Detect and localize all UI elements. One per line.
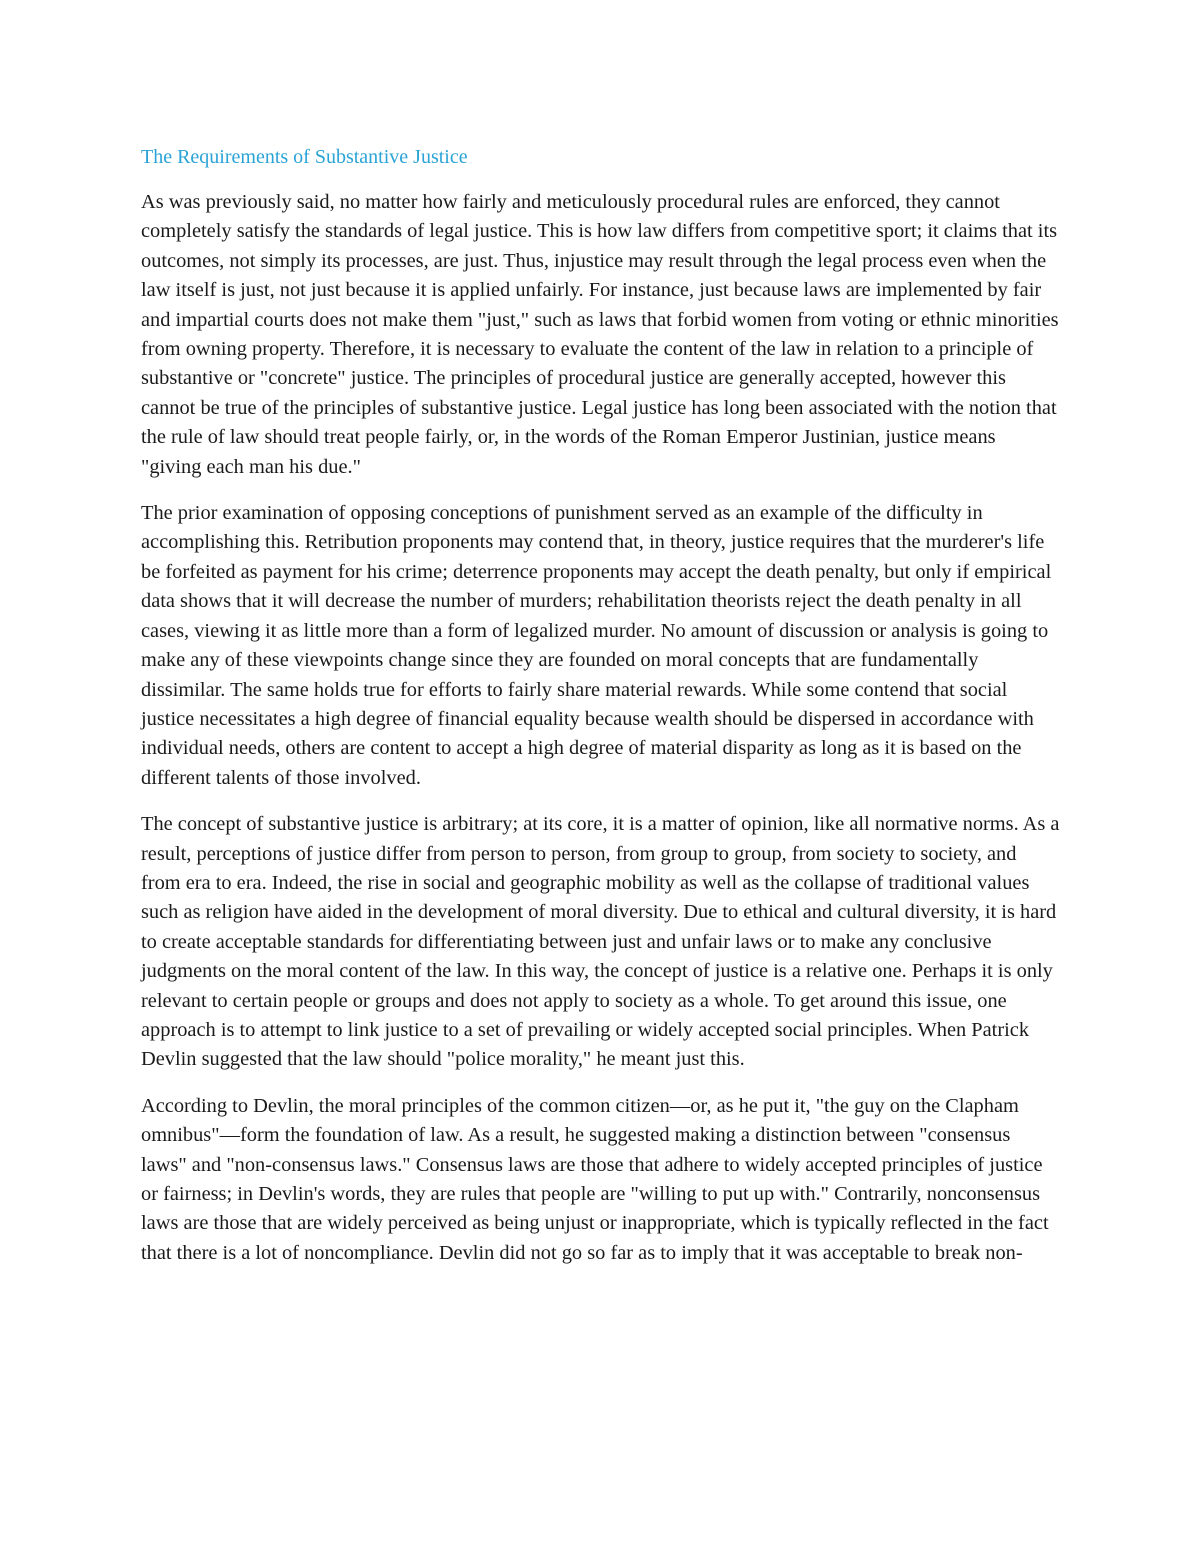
paragraph-1: As was previously said, no matter how fairly and meticulously procedural rules are enforced, they cannot completely satisfy the standards of legal justice. This is how law differs from competitive sport; it claims that its outcomes, not simply its processes, are just. Thus, injustice may result through the legal process even when the law itself is just, not just because it is applied unfairly. For instance, just because laws are implemented by fair and impartial courts does not make them "just," such as laws that forbid women from voting or ethnic minorities from owning property. Therefore, it is necessary to evaluate the content of the law in relation to a principle of substantive or "concrete" justice. The principles of procedural justice are generally accepted, however this cannot be true of the principles of substantive justice. Legal justice has long been associated with the notion that the rule of law should treat people fairly, or, in the words of the Roman Emperor Justinian, justice means "giving each man his due." bbox=[141, 191, 1059, 478]
document-body bbox=[141, 143, 1061, 1285]
paragraph-2: The prior examination of opposing conceptions of punishment served as an example of the difficulty in accomplishing this. Retribution proponents may contend that, in theory, justice requires that the murderer's life be forfeited as payment for his crime; deterrence proponents may accept the death penalty, but only if empirical data shows that it will decrease the number of murders; rehabilitation theorists reject the death penalty in all cases, viewing it as little more than a form of legalized murder. No amount of discussion or analysis is going to make any of these viewpoints change since they are founded on moral concepts that are fundamentally dissimilar. The same holds true for efforts to fairly share material rewards. While some contend that social justice necessitates a high degree of financial equality because wealth should be dispersed in accordance with individual needs, others are content to accept a high degree of material disparity as long as it is based on the different talents of those involved. bbox=[141, 502, 1052, 789]
paragraph-4: According to Devlin, the moral principles of the common citizen—or, as he put it, "the guy on the Clapham omnibus"—form the foundation of law. As a result, he suggested making a distinction between "consensus laws" and "non-consensus laws." Consensus laws are those that adhere to widely accepted principles of justice or fairness; in Devlin's words, they are rules that people are "willing to put up with." Contrarily, nonconsensus laws are those that are widely perceived as being unjust or inappropriate, which is typically reflected in the fact that there is a lot of noncompliance. Devlin did not go so far as to imply that it was acceptable to break non- bbox=[141, 1094, 1049, 1264]
section-heading: The Requirements of Substantive Justice bbox=[141, 146, 468, 168]
paragraph-3: The concept of substantive justice is arbitrary; at its core, it is a matter of opinion, like all normative norms. As a result, perceptions of justice differ from person to person, from group to group, from society to society, and from era to era. Indeed, the rise in social and geographic mobility as well as the collapse of traditional values such as religion have aided in the development of moral diversity. Due to ethical and cultural diversity, it is hard to create acceptable standards for differentiating between just and unfair laws or to make any conclusive judgments on the moral content of the law. In this way, the concept of justice is a relative one. Perhaps it is only relevant to certain people or groups and does not apply to society as a whole. To get around this issue, one approach is to attempt to link justice to a set of prevailing or widely accepted social principles. When Patrick Devlin suggested that the law should "police morality," he meant just this. bbox=[141, 813, 1060, 1071]
